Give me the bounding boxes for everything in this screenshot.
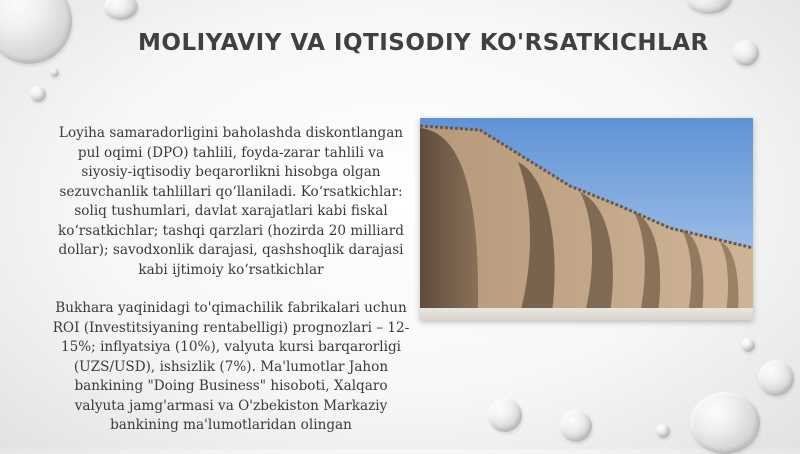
water-drop-decoration: [656, 424, 670, 438]
water-drop-decoration: [50, 68, 59, 77]
paragraph-roi-forecast: Bukhara yaqinidagi to'qimachilik fabrikalari uchun ROI (Investitsiyaning rentabelligi) prognozlari – 12-15%; inflyatsiya (10%), valyuta kursi barqarorligi (UZS/USD), ishsizlik (7%). Ma'lumotlar Jahon bankining "Doing Business" hisoboti, Xalqaro valyuta jamg'armasi va O'zbekiston Markaziy bankining ma'lumotlaridan olingan: [52, 300, 410, 433]
water-drop-decoration: [686, 0, 732, 14]
water-drop-decoration: [690, 392, 760, 454]
water-drop-decoration: [0, 0, 72, 64]
water-drop-decoration: [733, 40, 759, 66]
water-drop-decoration: [560, 410, 592, 442]
fortress-wall-photo: [420, 118, 753, 320]
slide-title: MOLIYAVIY VA IQTISODIY KO'RSATKICHLAR: [138, 30, 709, 56]
water-drop-decoration: [741, 338, 755, 352]
water-drop-decoration: [104, 0, 138, 20]
water-drop-decoration: [30, 86, 46, 102]
slide-body: [52, 124, 410, 436]
water-drop-decoration: [758, 360, 794, 396]
water-drop-decoration: [488, 398, 522, 432]
paragraph-methodology: Loyiha samaradorligini baholashda diskontlangan pul oqimi (DPO) tahlili, foyda-zarar tahlili va siyosiy-iqtisodiy beqarorlikni hisobga olgan sezuvchanlik tahlillari qo‘llaniladi. Ko‘rsatkichlar: soliq tushumlari, davlat xarajatlari kabi fiskal ko‘rsatkichlar; tashqi qarzlari (hozirda 20 milliard dollar); savodxonlik darajasi, qashshoqlik darajasi kabi ijtimoiy ko‘rsatkichlar: [58, 125, 404, 278]
